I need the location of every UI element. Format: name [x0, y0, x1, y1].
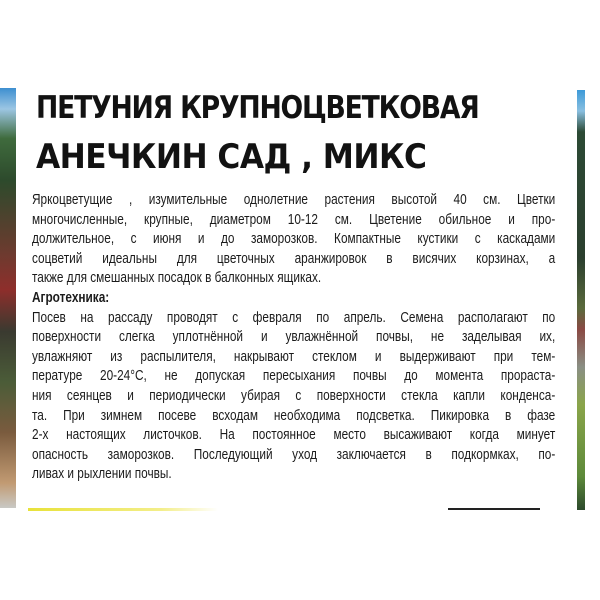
description-line: Яркоцветущие , изумительные однолетние растения высотой 40 см. Цветки — [32, 192, 556, 208]
black-divider — [448, 508, 540, 510]
description-line: многочисленные, крупные, диаметром 10-12 см. Цветение обильное и про- — [32, 211, 556, 228]
agrotech-line: Посев на рассаду проводят с февраля по апрель. Семена располагают по — [32, 309, 556, 326]
description-line: должительное, с июня и до заморозков. Компактные кустики с каскадами — [32, 231, 556, 248]
agrotech-line: та. При зимнем посеве всходам необходима подсветка. Пикировка в фазе — [32, 407, 556, 424]
agrotech-instructions — [32, 309, 555, 485]
yellow-divider — [28, 508, 218, 511]
product-variety: АНЕЧКИН САД , МИКС — [36, 137, 427, 177]
description-line: соцветий идеальны для цветочных аранжировок в висячих корзинах, а — [32, 250, 556, 267]
description — [32, 191, 555, 289]
description-line: также для смешанных посадок в балконных ящиках. — [32, 270, 322, 287]
product-title: ПЕТУНИЯ КРУПНОЦВЕТКОВАЯ — [36, 90, 479, 126]
agrotech-line: ния сеянцев и периодически убирая с поверхности стекла капли конденса- — [32, 387, 556, 404]
agrotech-line: увлажняют из распылителя, накрывают стеклом и выдерживают при тем- — [32, 348, 556, 365]
label-body — [32, 191, 555, 485]
agrotech-line: 2-х настоящих листочков. На постоянное место высаживают когда минует — [32, 427, 556, 444]
agrotech-line: ливах и рыхлении почвы. — [32, 466, 172, 483]
agrotech-line: опасность заморозков. Последующий уход заключается в подкормках, по- — [32, 446, 556, 463]
agrotech-line: пературе 20-24°С, не допуская пересыхания почвы до момента прораста- — [32, 368, 556, 385]
agrotech-line: поверхности слегка уплотнённой и увлажнённой почвы, не заделывая их, — [32, 329, 556, 346]
packet-photo-edge-left — [0, 88, 16, 508]
packet-photo-edge-right — [577, 90, 585, 510]
agrotech-heading: Агротехника: — [32, 289, 110, 306]
